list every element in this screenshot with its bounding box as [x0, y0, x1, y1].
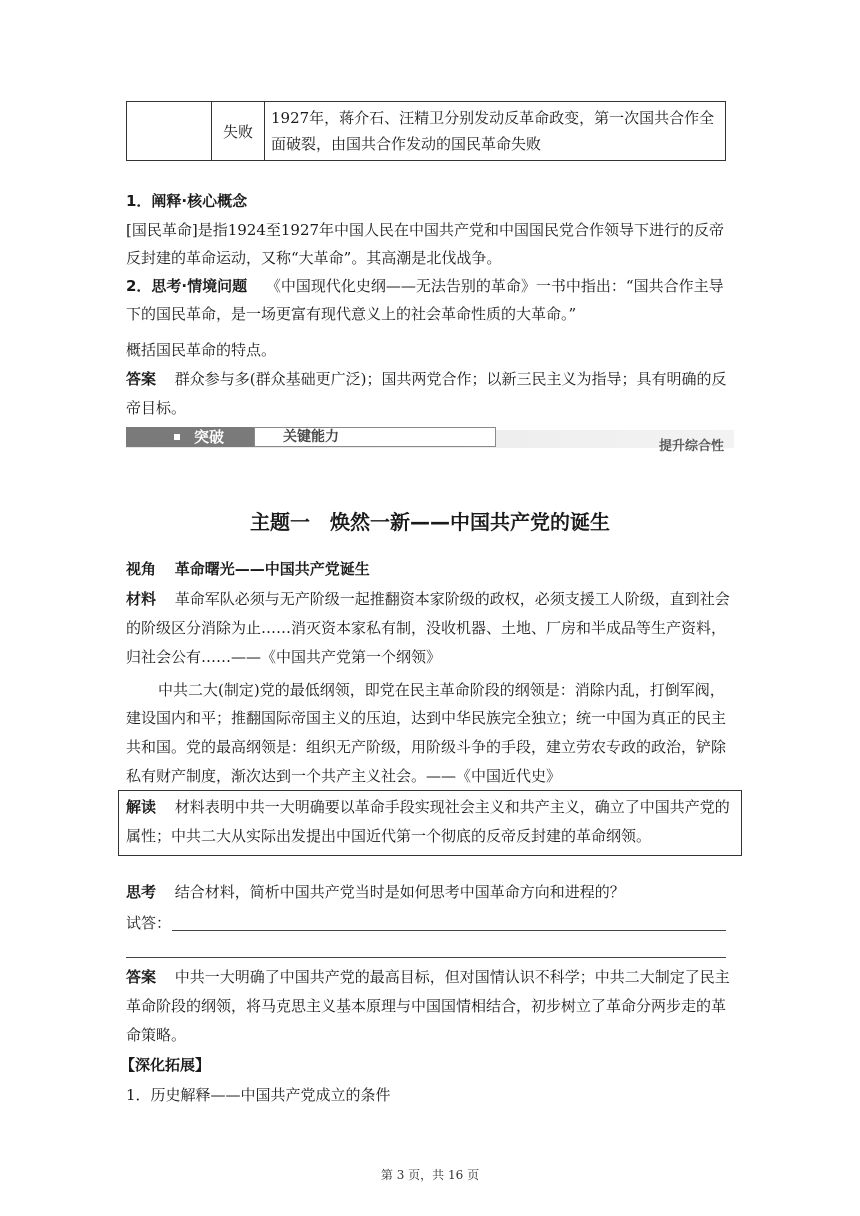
view-label: 视角: [126, 560, 157, 578]
try-answer-label: 试答：: [126, 914, 172, 932]
concept-heading: 1．阐释·核心概念: [126, 192, 248, 210]
answer-blank-line[interactable]: [126, 957, 726, 958]
material-label: 材料: [126, 590, 157, 608]
interpretation-line: [126, 797, 730, 817]
answer-line: 帝目标。: [126, 399, 187, 417]
question-heading: 2．思考·情境问题: [126, 277, 248, 295]
answer-line: 命策略。: [126, 1026, 187, 1044]
answer-text: 群众参与多(群众基础更广泛)；国共两党合作；以新三民主义为指导；具有明确的反: [174, 370, 727, 388]
page-number: 第 3 页，共 16 页: [380, 1168, 480, 1182]
question-prompt: 概括国民革命的特点。: [126, 341, 277, 359]
material-text: 革命军队必须与无产阶级一起推翻资本家阶级的政权，必须支援工人阶级，直到社会: [174, 590, 730, 608]
answer-label: 答案: [126, 370, 157, 388]
summary-table: [126, 101, 726, 161]
view-line: [126, 559, 370, 579]
question-line: [126, 276, 724, 296]
material-line: 私有财产制度，渐次达到一个共产主义社会。——《中国近代史》: [126, 767, 562, 785]
question-text: 《中国现代化史纲——无法告别的革命》一书中指出：“国共合作主导: [265, 277, 724, 295]
material-line: 共和国。党的最高纲领是：组织无产阶级，用阶级斗争的手段，建立劳农专政的政治，铲除: [126, 738, 727, 756]
answer-blank-line[interactable]: [172, 930, 726, 931]
think-line: [126, 882, 625, 902]
material-line: 归社会公有……——《中国共产党第一个纲领》: [126, 648, 442, 666]
interpretation-text: 材料表明中共一大明确要以革命手段实现社会主义和共产主义，确立了中国共产党的: [174, 798, 730, 816]
material-line: 建设国内和平；推翻国际帝国主义的压迫，达到中华民族完全独立；统一中国为真正的民主: [126, 709, 727, 727]
question-line: 下的国民革命，是一场更富有现代意义上的社会革命性质的大革命。”: [126, 305, 577, 323]
deepen-item: 1．历史解释——中国共产党成立的条件: [126, 1086, 391, 1104]
concept-line: [国民革命]是指1924至1927年中国人民在中国共产党和中国国民党合作领导下进行的反帝: [126, 221, 725, 239]
topic-title: 主题一 焕然一新——中国共产党的诞生: [250, 510, 610, 534]
deepen-heading: 【深化拓展】: [120, 1056, 211, 1074]
table-desc-line: 1927年，蒋介石、汪精卫分别发动反革命政变，第一次国共合作全: [271, 109, 715, 127]
section-banner: [126, 427, 734, 454]
concept-line: 反封建的革命运动，又称“大革命”。其高潮是北伐战争。: [126, 249, 502, 267]
material-line: 的阶级区分消除为止……消灭资本家私有制，没收机器、土地、厂房和半成品等生产资料，: [126, 619, 727, 637]
banner-dark-tab: [126, 427, 254, 447]
answer-line: 革命阶段的纲领，将马克思主义基本原理与中国国情相结合，初步树立了革命分两步走的革: [126, 997, 727, 1015]
banner-dark-label: 突破: [194, 428, 225, 446]
answer-line: [126, 369, 727, 389]
interpretation-label: 解读: [126, 798, 157, 816]
answer-line: [126, 967, 730, 987]
table-desc-line: 面破裂，由国共合作发动的国民革命失败: [271, 135, 542, 153]
table-cell-description: [265, 102, 726, 161]
material-line: [126, 589, 730, 609]
banner-light-tab: [254, 427, 496, 447]
table-cell-result: 失败: [212, 102, 265, 161]
think-text: 结合材料，简析中国共产党当时是如何思考中国革命方向和进程的？: [174, 883, 625, 901]
answer-label: 答案: [126, 968, 157, 986]
banner-light-label: 关键能力: [283, 429, 339, 445]
material-line: 中共二大(制定)党的最低纲领，即党在民主革命阶段的纲领是：消除内乱，打倒军阀，: [158, 681, 725, 699]
think-label: 思考: [126, 883, 157, 901]
view-text: 革命曙光——中国共产党诞生: [174, 560, 370, 578]
banner-right-label: 提升综合性: [658, 439, 724, 454]
table-row: [127, 102, 726, 161]
square-bullet-icon: [174, 434, 180, 440]
table-cell-empty: [127, 102, 212, 161]
interpretation-line: 属性；中共二大从实际出发提出中国近代第一个彻底的反帝反封建的革命纲领。: [126, 827, 652, 845]
answer-text: 中共一大明确了中国共产党的最高目标，但对国情认识不科学；中共二大制定了民主: [174, 968, 730, 986]
